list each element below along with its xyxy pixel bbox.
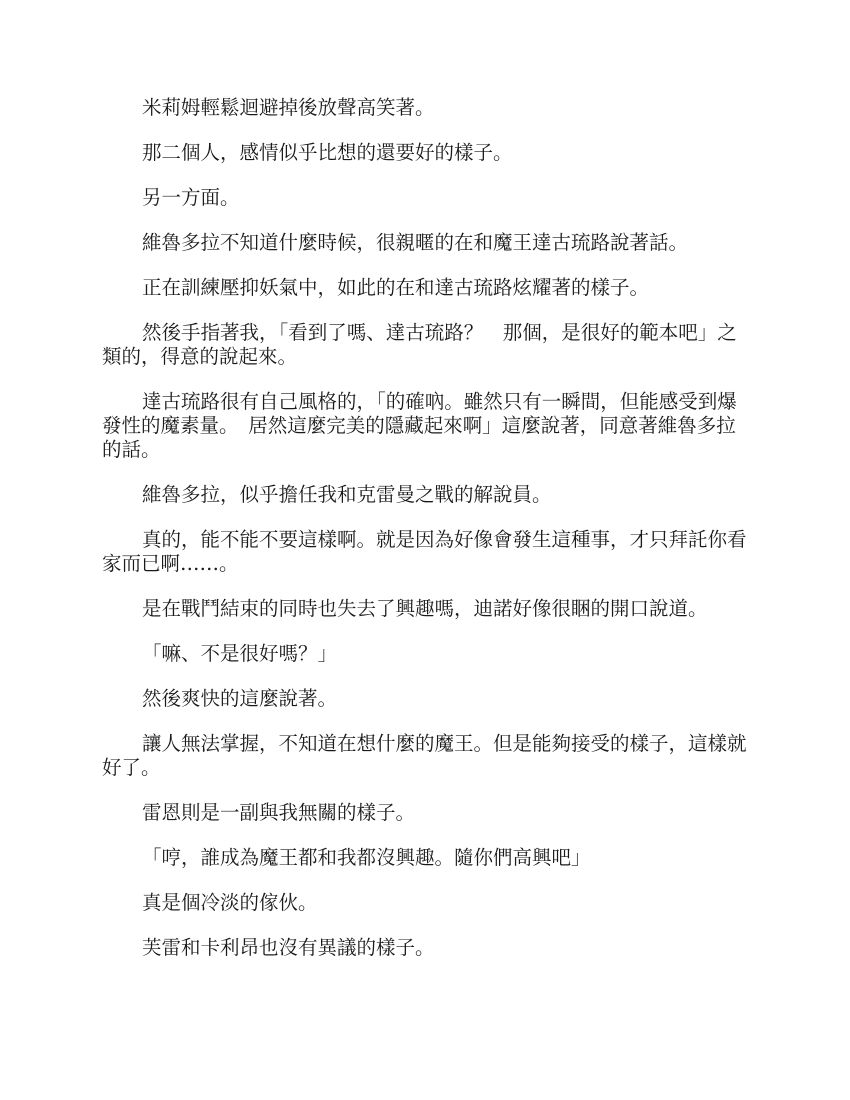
paragraph: 真是個冷淡的傢伙。 <box>142 891 318 914</box>
dialogue-paragraph: 「嘛、不是很好嗎？」 <box>142 642 338 665</box>
paragraph: 那二個人，感情似乎比想的還要好的樣子。 <box>142 141 513 164</box>
dialogue-paragraph: 「哼，誰成為魔王都和我都沒興趣。隨你們高興吧」 <box>142 846 591 869</box>
paragraph: 雷恩則是一副與我無關的樣子。 <box>142 801 416 824</box>
paragraph: 是在戰鬥結束的同時也失去了興趣嗎，迪諾好像很睏的開口說道。 <box>142 597 708 620</box>
document-body <box>102 96 747 981</box>
paragraph: 芙雷和卡利昂也沒有異議的樣子。 <box>142 936 435 959</box>
paragraph: 正在訓練壓抑妖氣中，如此的在和達古琉路炫耀著的樣子。 <box>142 276 650 299</box>
paragraph: 然後手指著我，「看到了嗎、達古琉路？ 那個，是很好的範本吧」之類的，得意的說起來。 <box>102 321 737 368</box>
paragraph: 維魯多拉不知道什麼時候，很親暱的在和魔王達古琉路說著話。 <box>142 231 689 254</box>
paragraph: 維魯多拉，似乎擔任我和克雷曼之戰的解說員。 <box>142 483 552 506</box>
paragraph: 米莉姆輕鬆迴避掉後放聲高笑著。 <box>142 96 435 119</box>
paragraph: 然後爽快的這麼說著。 <box>142 687 338 710</box>
paragraph: 另一方面。 <box>142 186 240 209</box>
paragraph: 達古琉路很有自己風格的，「的確吶。雖然只有一瞬間，但能感受到爆發性的魔素量。 居然這麼完美的隱藏起來啊」這麼說著，同意著維魯多拉的話。 <box>102 390 737 461</box>
paragraph: 讓人無法掌握，不知道在想什麼的魔王。但是能夠接受的樣子，這樣就好了。 <box>102 732 747 779</box>
paragraph: 真的，能不能不要這樣啊。就是因為好像會發生這種事，才只拜託你看家而已啊……。 <box>102 528 747 575</box>
